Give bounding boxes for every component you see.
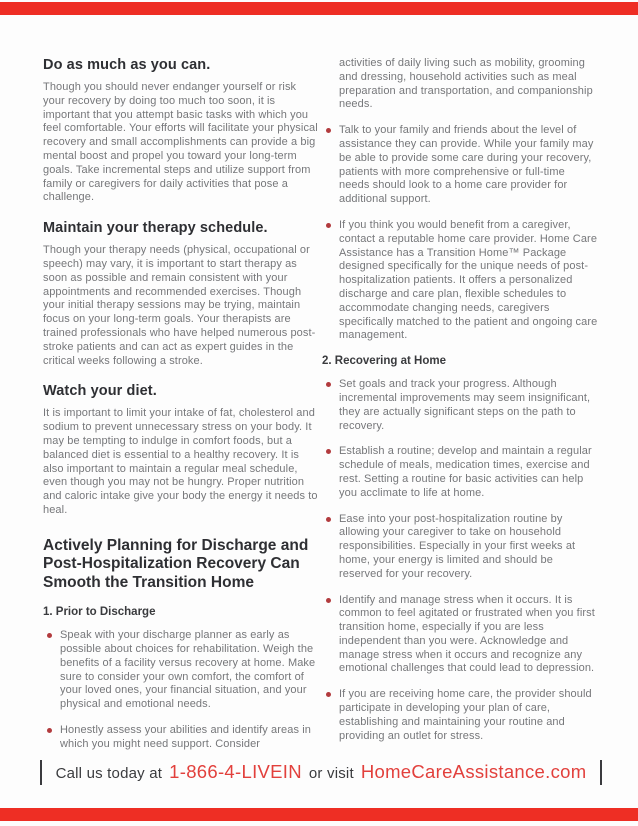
bullet-text: Establish a routine; develop and maintain a regular schedule of meals, medication times, exercise and rest. Setting a routine for basic activities can help you acclimate to life at home. (339, 445, 592, 499)
list-item (326, 124, 598, 207)
bullet-text: If you are receiving home care, the provider should participate in developing your plan of care, establishing and maintaining your routine and providing an outlet for stress. (339, 688, 592, 742)
continuation-text: activities of daily living such as mobility, grooming and dressing, household activities such as meal preparation and transportation, and companionship needs. (339, 57, 593, 111)
subheading-prior-to-discharge: 1. Prior to Discharge (43, 606, 156, 619)
bullet-text: Set goals and track your progress. Although incremental improvements may seem insignificant, they are actually significant steps on the path to recovery. (339, 378, 591, 432)
main-heading: Actively Planning for Discharge and Post-Hospitalization Recovery Can Smooth the Transition Home (43, 536, 309, 591)
footer-cta (40, 757, 602, 787)
section-body: It is important to limit your intake of fat, cholesterol and sodium to prevent unnecessary stress on your body. It may be tempting to indulge in comfort foods, but a balanced diet is essential to a healthy recovery. It is also important to maintain a regular meal schedule, even though you may not be hungry. Proper nutrition and caloric intake give your body the energy it needs to heal. (43, 407, 318, 516)
right-column (322, 57, 598, 743)
footer-divider-right (600, 760, 602, 785)
footer-prefix: Call us today at (55, 765, 163, 782)
bullet-icon (326, 128, 331, 133)
list-item (47, 724, 319, 752)
list-item (326, 445, 598, 500)
footer-middle: or visit (308, 765, 354, 782)
list-item (326, 594, 598, 677)
list-item (326, 513, 598, 582)
list-item (326, 378, 598, 433)
footer-text (42, 761, 600, 783)
list-item (326, 219, 598, 343)
bullet-text: Speak with your discharge planner as early as possible about choices for rehabilitation. Weigh the benefits of a facility versus recovery at home. Make sure to consider your own comfort, the comfort of your loved ones, your financial situation, and your physical and emotional needs. (60, 629, 316, 711)
bottom-accent-bar (0, 808, 638, 821)
bullet-text: Ease into your post-hospitalization routine by allowing your caregiver to take on household responsibilities. Especially in your first weeks at home, your energy is limited and should be reserved for your recovery. (339, 512, 576, 580)
list-item (326, 688, 598, 743)
bullet-text: If you think you would benefit from a caregiver, contact a reputable home care provider. Home Care Assistance has a Transition Home™ Package designed specifically for the unique needs of post-hospitalization patients. It offers a personalized discharge and care plan, flexible schedules to accommodate changing needs, caregivers specifically matched to the patient and ongoing care management. (339, 218, 598, 342)
bullet-text: Honestly assess your abilities and identify areas in which you might need support. Consider (60, 724, 311, 750)
website-link[interactable]: HomeCareAssistance.com (360, 761, 587, 782)
bullet-icon (326, 517, 331, 522)
bullet-icon (326, 382, 331, 387)
phone-number[interactable]: 1-866-4-LIVEIN (169, 761, 302, 782)
bullet-text: Identify and manage stress when it occurs. It is common to feel agitated or frustrated when you first transition home, especially if you are less independent than you were. Acknowledge and manage stress when it occurs and recognize any emotional challenges that could lead to depression. (339, 593, 595, 675)
bullet-icon (47, 728, 52, 733)
bullet-icon (326, 598, 331, 603)
section-heading: Do as much as you can. (43, 57, 211, 73)
list-item (47, 629, 319, 712)
section-body: Though you should never endanger yourself or risk your recovery by doing too much too soon, it is important that you attempt basic tasks with which you feel comfortable. Your efforts will facilitate your physical recovery and small accomplishments can provide a big mental boost and propel you toward your long-term goals. Take incremental steps and utilize support from family or caregivers for daily activities that pose a challenge. (43, 81, 318, 204)
top-accent-bar (0, 2, 638, 15)
section-heading: Watch your diet. (43, 383, 157, 400)
bullet-icon (326, 223, 331, 228)
section-body: Though your therapy needs (physical, occupational or speech) may vary, it is important to start therapy as soon as possible and remain consistent with your appointments and recommended exercises. Though your initial therapy sessions may be trying, maintain focus on your long-term goals. Your therapists are trained professionals who have helped numerous post-stroke patients and can act as expert guides in the critical weeks following a stroke. (43, 244, 316, 367)
section-therapy-schedule (43, 220, 319, 368)
section-watch-your-diet (43, 383, 319, 517)
bullet-icon (326, 449, 331, 454)
section-heading: Maintain your therapy schedule. (43, 220, 268, 237)
subheading-recovering-at-home: 2. Recovering at Home (322, 355, 446, 368)
left-column (43, 57, 319, 752)
bullet-icon (326, 692, 331, 697)
bullet-icon (47, 633, 52, 638)
section-do-as-much (43, 57, 319, 205)
bullet-text: Talk to your family and friends about the level of assistance they can provide. While your family may be able to provide some care during your recovery, patients with more comprehensive or full-time needs should look to a home care provider for additional support. (339, 124, 594, 206)
